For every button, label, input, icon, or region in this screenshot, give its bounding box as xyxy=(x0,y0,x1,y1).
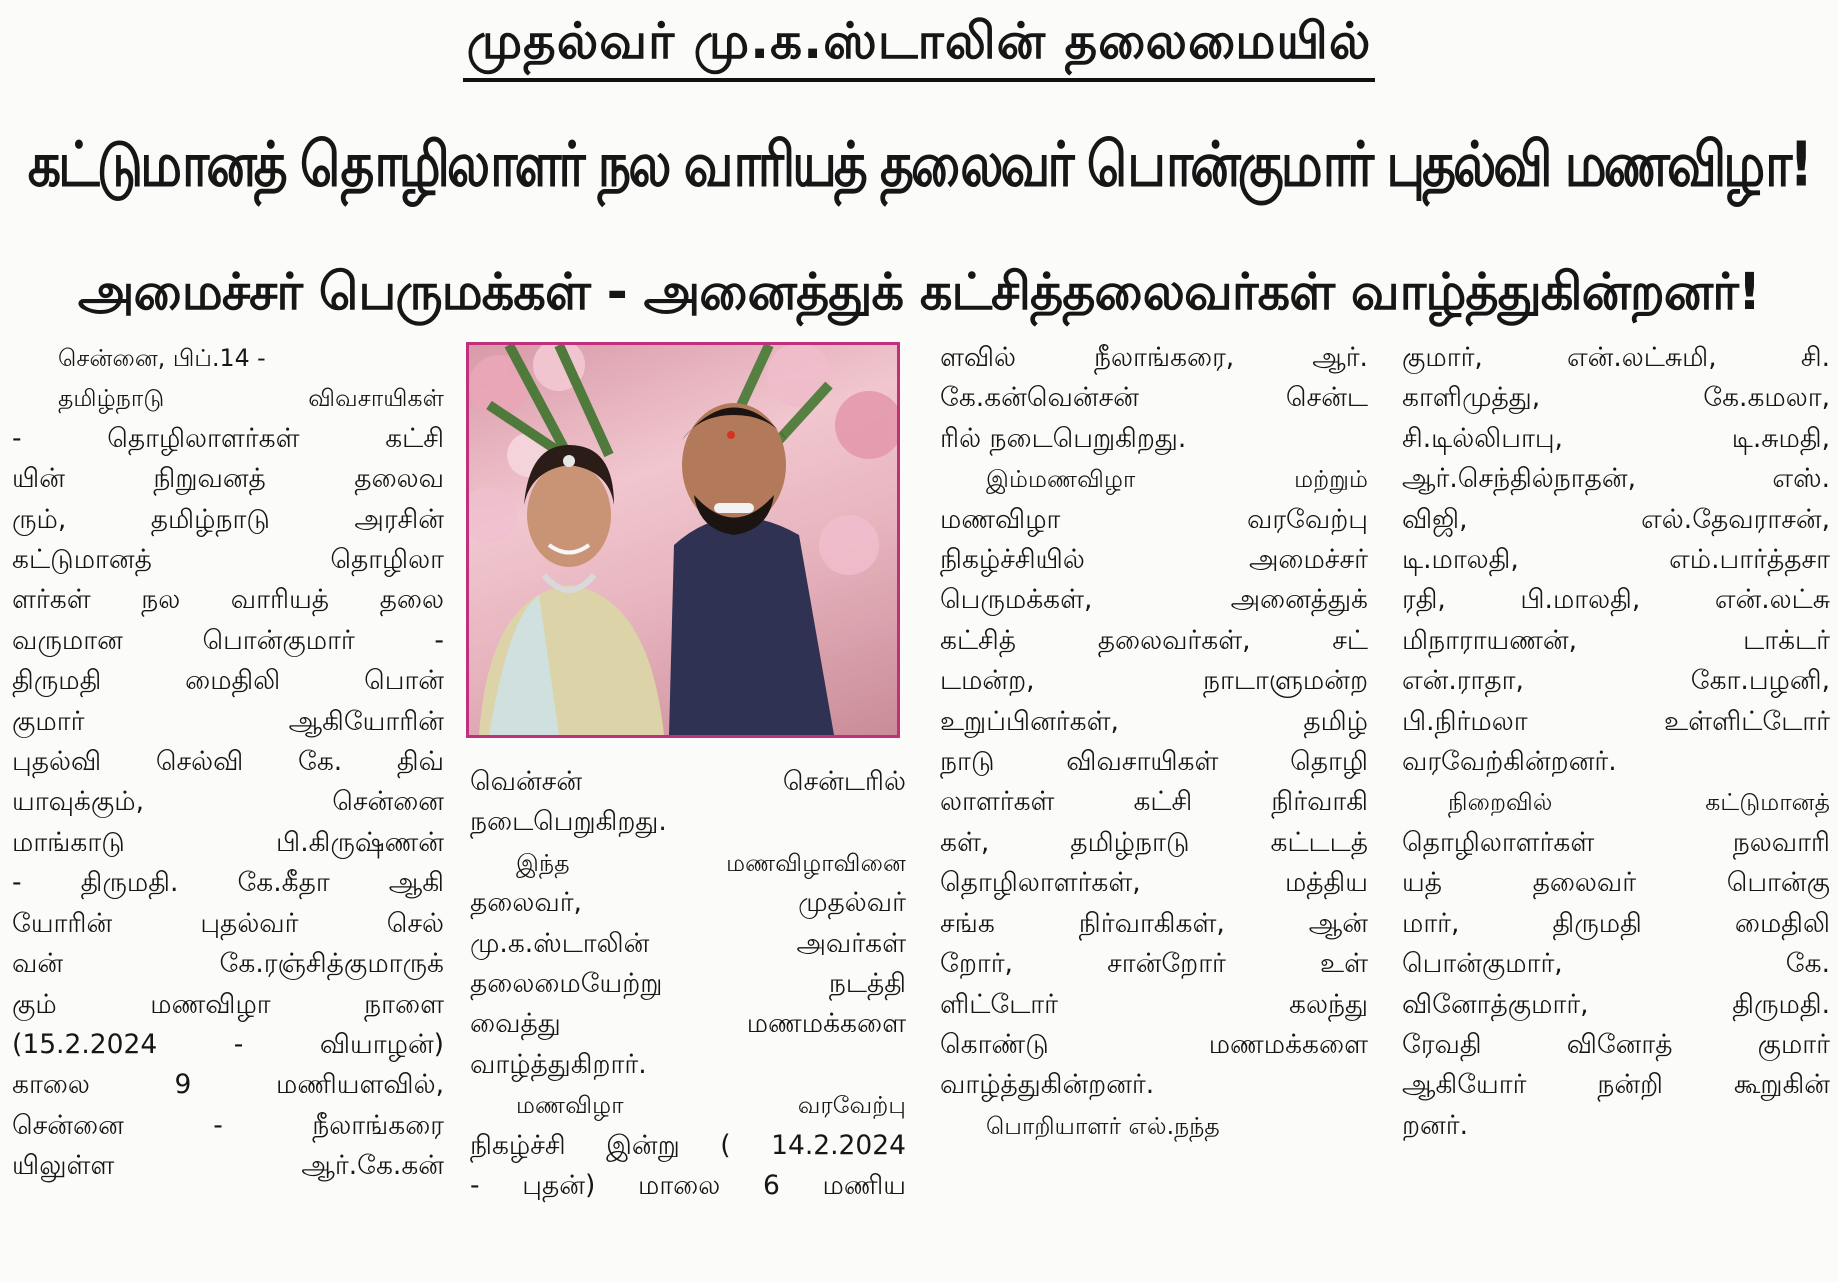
wedding-couple-photo xyxy=(466,342,900,738)
body-line: பி.நிர்மலா உள்ளிட்டோர் xyxy=(1402,705,1830,737)
body-line: இந்த மணவிழாவினை xyxy=(516,848,906,877)
body-line: ளவில் நீலாங்கரை, ஆர். xyxy=(940,342,1368,373)
body-line: பொன்குமார், கே. xyxy=(1402,948,1830,980)
body-line: கட்டுமானத் தொழிலா xyxy=(12,544,444,576)
body-line: சி.டில்லிபாபு, டி.சுமதி, xyxy=(1402,422,1830,454)
body-line: குமார் ஆகியோரின் xyxy=(12,705,444,737)
body-line: திருமதி மைதிலி பொன் xyxy=(12,665,444,697)
body-line: ளிட்டோர் கலந்து xyxy=(940,988,1368,1020)
body-line: மிநாராயணன், டாக்டர் xyxy=(1402,624,1830,656)
body-line: யின் நிறுவனத் தலைவ xyxy=(12,463,444,495)
body-line: தொழிலாளர்கள், மத்திய xyxy=(940,867,1368,899)
body-line: பெருமக்கள், அனைத்துக் xyxy=(940,584,1368,616)
body-line: கள், தமிழ்நாடு கட்டடத் xyxy=(940,826,1368,858)
body-line: ரதி, பி.மாலதி, என்.லட்சு xyxy=(1402,584,1830,616)
body-line: உறுப்பினர்கள், தமிழ் xyxy=(940,705,1368,737)
body-line: டமன்ற, நாடாளுமன்ற xyxy=(940,665,1368,697)
body-line: நிகழ்ச்சியில் அமைச்சர் xyxy=(940,544,1368,576)
body-line: (15.2.2024 - வியாழன்) xyxy=(12,1028,444,1060)
body-line: டி.மாலதி, எம்.பார்த்தசா xyxy=(1402,544,1830,576)
body-line: றோர், சான்றோர் உள் xyxy=(940,948,1368,980)
body-line: மணவிழா வரவேற்பு xyxy=(940,503,1368,535)
main-headline: கட்டுமானத் தொழிலாளர் நல வாரியத் தலைவர் பொன்குமார் புதல்வி மணவிழா! xyxy=(27,130,1811,202)
body-line: கும் மணவிழா நாளை xyxy=(12,988,444,1020)
body-line: புதல்வி செல்வி கே. திவ் xyxy=(12,746,444,778)
body-line: நிகழ்ச்சி இன்று ( 14.2.2024 xyxy=(470,1129,906,1161)
body-line: தலைமையேற்று நடத்தி xyxy=(470,968,906,1000)
body-line: பொறியாளர் எல்.நந்த xyxy=(986,1111,1220,1140)
kicker-headline xyxy=(0,0,1838,92)
body-line: மாங்காடு பி.கிருஷ்ணன் xyxy=(12,826,444,858)
body-line: றனர். xyxy=(1402,1109,1469,1141)
body-line: கட்சித் தலைவர்கள், சட் xyxy=(940,624,1368,656)
body-line: ஆர்.செந்தில்நாதன், எஸ். xyxy=(1402,463,1830,495)
kicker-text: முதல்வர் மு.க.ஸ்டாலின் தலைமையில் xyxy=(463,6,1376,82)
body-line: வினோத்குமார், திருமதி. xyxy=(1402,988,1830,1020)
dateline: சென்னை, பிப்.14 - xyxy=(58,344,266,372)
body-line: ரேவதி வினோத் குமார் xyxy=(1402,1028,1830,1060)
body-line: தொழிலாளர்கள் நலவாரி xyxy=(1402,826,1830,858)
body-line: மார், திருமதி மைதிலி xyxy=(1402,907,1830,939)
body-line: வைத்து மணமக்களை xyxy=(470,1008,906,1040)
body-line: நாடு விவசாயிகள் தொழி xyxy=(940,746,1368,778)
column-3 xyxy=(940,338,1368,1146)
body-line: நிறைவில் கட்டுமானத் xyxy=(1448,788,1830,817)
body-line: தமிழ்நாடு விவசாயிகள் xyxy=(58,384,444,413)
body-line: நடைபெறுகிறது. xyxy=(470,806,667,838)
body-line: காலை 9 மணியளவில், xyxy=(12,1069,444,1101)
body-line: - தொழிலாளர்கள் கட்சி xyxy=(12,422,444,454)
body-line: யாவுக்கும், சென்னை xyxy=(12,786,444,818)
body-line: வென்சன் சென்டரில் xyxy=(470,766,906,797)
body-line: - புதன்) மாலை 6 மணிய xyxy=(470,1170,906,1202)
body-line: சென்னை - நீலாங்கரை xyxy=(12,1109,444,1141)
body-line: இம்மணவிழா மற்றும் xyxy=(986,465,1368,494)
body-line: சங்க நிர்வாகிகள், ஆன் xyxy=(940,907,1368,939)
body-line: - திருமதி. கே.கீதா ஆகி xyxy=(12,867,444,899)
column-1 xyxy=(12,338,444,1187)
body-line: யிலுள்ள ஆர்.கே.கன் xyxy=(12,1150,444,1182)
body-line: வருமான பொன்குமார் - xyxy=(12,624,444,656)
body-line: வாழ்த்துகிறார். xyxy=(470,1048,647,1080)
body-line: ரும், தமிழ்நாடு அரசின் xyxy=(12,503,444,535)
body-line: கே.கன்வென்சன் சென்ட xyxy=(940,382,1368,414)
body-line: என்.ராதா, கோ.பழனி, xyxy=(1402,665,1830,697)
body-line: யோரின் புதல்வர் செல் xyxy=(12,907,444,939)
body-line: ளர்கள் நல வாரியத் தலை xyxy=(12,584,444,616)
body-line: ரில் நடைபெறுகிறது. xyxy=(940,422,1187,454)
body-line: குமார், என்.லட்சுமி, சி. xyxy=(1402,342,1830,373)
couple-illustration xyxy=(469,345,897,735)
column-2 xyxy=(470,762,906,1206)
body-line: கொண்டு மணமக்களை xyxy=(940,1028,1368,1060)
body-line: தலைவர், முதல்வர் xyxy=(470,887,906,919)
sub-headline: அமைச்சர் பெருமக்கள் - அனைத்துக் கட்சித்தலைவர்கள் வாழ்த்துகின்றனர்! xyxy=(77,263,1761,322)
body-line: மணவிழா வரவேற்பு xyxy=(516,1091,906,1120)
body-line: ஆகியோர் நன்றி கூறுகின் xyxy=(1402,1069,1830,1101)
body-line: காளிமுத்து, கே.கமலா, xyxy=(1402,382,1830,414)
body-line: வாழ்த்துகின்றனர். xyxy=(940,1069,1155,1101)
body-line: விஜி, எல்.தேவராசன், xyxy=(1402,503,1830,535)
body-line: லாளர்கள் கட்சி நிர்வாகி xyxy=(940,786,1368,818)
column-4 xyxy=(1402,338,1830,1146)
body-line: யத் தலைவர் பொன்கு xyxy=(1402,867,1830,899)
body-line: வரவேற்கின்றனர். xyxy=(1402,746,1617,778)
body-line: மு.க.ஸ்டாலின் அவர்கள் xyxy=(470,927,906,959)
body-line: வன் கே.ரஞ்சித்குமாருக் xyxy=(12,948,444,980)
